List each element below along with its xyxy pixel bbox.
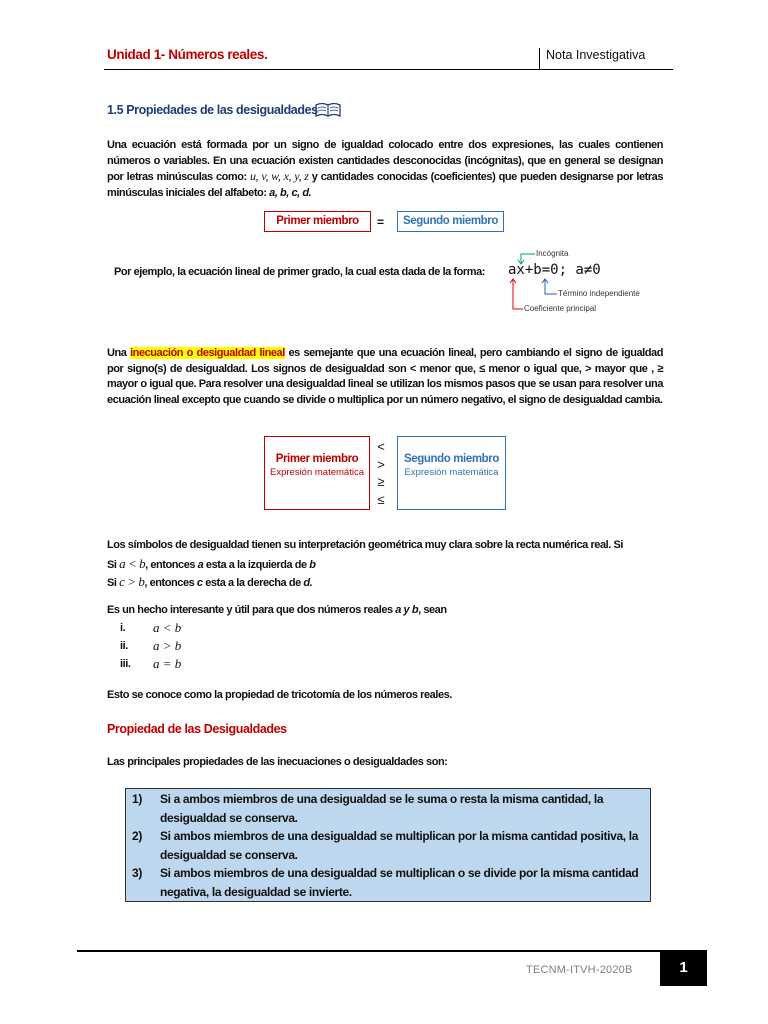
intro-text-1: Una ecuación está formada por un signo de igualdad colocado entre dos expresiones, las cuales contienen números o variables. En una ecuación existen cantidades desconocidas (incógnitas), que en general se designan por letras minúsculas como:: [107, 139, 663, 184]
note-label: Nota Investigativa: [546, 48, 646, 62]
properties-intro: Las principales propiedades de las inecuaciones o desigualdades son:: [107, 756, 448, 768]
trichotomy-expr: a = b: [153, 656, 182, 671]
trichotomy-conclusion: Esto se conoce como la propiedad de tricotomía de los números reales.: [107, 689, 452, 701]
si1-pre: Si: [107, 559, 120, 571]
inequality-paragraph: [107, 346, 663, 408]
property-item: [132, 864, 640, 901]
property-number: 1): [132, 792, 142, 806]
property-text: Si ambos miembros de una desigualdad se multiplican por la misma cantidad positiva, la desigualdad se conserva.: [160, 829, 639, 862]
right-condition: [107, 574, 312, 590]
si2-mid: , entonces: [144, 577, 197, 589]
incognita-label: Incógnita: [536, 249, 569, 258]
second-member-box: Segundo miembro: [397, 211, 504, 232]
trichotomy-expr: a > b: [153, 638, 182, 653]
linear-equation: ax+b=0; a≠0: [508, 262, 601, 278]
si1-b: b: [309, 559, 316, 571]
header-rule: [104, 69, 673, 70]
property-item: [132, 827, 640, 864]
property-text: Si ambos miembros de una desigualdad se multiplican o se divide por la misma cantidad negativa, la desigualdad se invierte.: [160, 866, 639, 899]
roman-numeral: iii.: [120, 658, 131, 670]
page-number: 1: [660, 950, 707, 986]
footer-rule: [77, 950, 684, 952]
si1-mid: , entonces: [145, 559, 198, 571]
independent-term-label: Término independiente: [558, 289, 640, 298]
properties-title: Propiedad de las Desigualdades: [107, 722, 287, 736]
si2-d: d.: [303, 577, 313, 589]
header-divider: [539, 48, 540, 70]
ineq-text-2: es semejante que una ecuación lineal, pero cambiando el signo de igualdad por signo(s) de desigualdad. Los signos de desigualdad son < menor que, ≤ menor o igual que, > mayor que , ≥ mayor o igual que. Para resolver una desigualdad lineal se utilizan los mismos pasos que se usan para resolver una ecuación lineal excepto que cuando se divide o multiplica por un número negativo, el signo de desigualdad cambia.: [107, 347, 663, 406]
first-member-expression-box: [264, 436, 370, 510]
geometric-text: Los símbolos de desigualdad tienen su interpretación geométrica muy clara sobre la recta numérica real. Si: [107, 539, 623, 551]
si1-expr: a < b: [119, 556, 146, 571]
ineq-highlight: inecuación o desigualdad lineal: [130, 347, 285, 359]
second-member-subtitle: Expresión matemática: [404, 467, 499, 478]
left-condition: [107, 556, 316, 572]
roman-numeral: ii.: [120, 640, 128, 652]
si1-post: esta a la izquierda de: [203, 559, 310, 571]
trico-vars: a y b: [395, 604, 419, 616]
symbol-gt: >: [377, 456, 385, 472]
si1-a: a: [197, 559, 204, 571]
coefficients-list: a, b, c, d.: [269, 186, 312, 199]
intro-text-2: y cantidades conocidas (coeficientes) que pueden designarse por letras minúsculas iniciales del alfabeto:: [107, 171, 664, 199]
si2-expr: c > b: [119, 574, 145, 589]
first-member-subtitle: Expresión matemática: [270, 467, 364, 478]
inequality-symbols: [373, 438, 389, 508]
symbol-le: ≤: [377, 491, 385, 507]
trichotomy-expr: a < b: [153, 620, 182, 635]
symbol-lt: <: [377, 439, 385, 454]
si2-c: c: [196, 577, 203, 589]
main-coefficient-label: Coeficiente principal: [524, 304, 597, 313]
property-number: 2): [132, 829, 142, 844]
second-member-title: Segundo miembro: [404, 453, 499, 465]
second-member-expression-box: [397, 436, 506, 510]
section-title: 1.5 Propiedades de las desigualdades: [107, 103, 318, 117]
property-text: Si a ambos miembros de una desigualdad se le suma o resta la misma cantidad, la desigualdad se conserva.: [160, 792, 604, 825]
first-member-title: Primer miembro: [275, 453, 359, 465]
si2-post: esta a la derecha de: [202, 577, 304, 589]
intro-paragraph: [107, 138, 663, 201]
property-number: 3): [132, 866, 142, 881]
symbol-ge: ≥: [377, 474, 385, 489]
properties-box: [125, 788, 651, 902]
roman-numeral: i.: [120, 622, 126, 634]
footer-text: TECNM-ITVH-2020B: [526, 964, 633, 976]
trichotomy-intro: [107, 604, 447, 616]
property-item: [132, 790, 640, 827]
trico-text-2: , sean: [418, 604, 447, 616]
unknowns-list: u, v, w, x, y, z: [250, 169, 309, 184]
si2-pre: Si: [107, 577, 120, 589]
trico-text-1: Es un hecho interesante y útil para que dos números reales: [107, 604, 396, 616]
unit-title: Unidad 1- Números reales.: [107, 47, 268, 62]
book-icon: [314, 101, 342, 119]
first-member-box: Primer miembro: [264, 211, 371, 232]
equals-sign: =: [377, 215, 385, 229]
ineq-text-1: Una: [107, 347, 131, 359]
example-text: Por ejemplo, la ecuación lineal de primer grado, la cual esta dada de la forma:: [114, 266, 485, 278]
